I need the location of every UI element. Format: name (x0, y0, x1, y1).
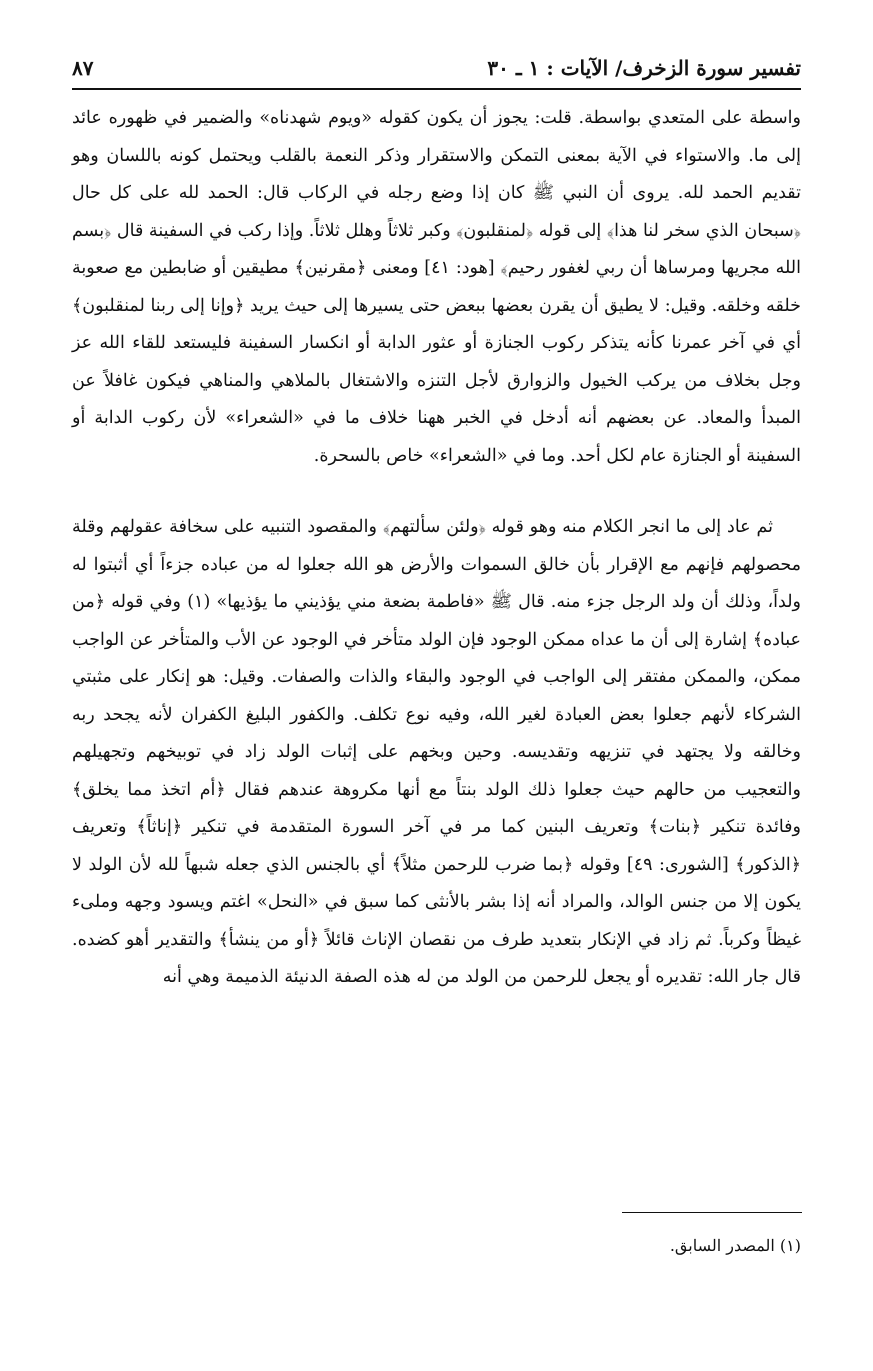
page-number: ٨٧ (72, 56, 94, 80)
body-text (72, 100, 801, 997)
running-head: تفسير سورة الزخرف/ الآيات : ١ ـ ٣٠ (487, 56, 801, 80)
footnote-rule (622, 1212, 802, 1213)
paragraph-2: ثم عاد إلى ما انجر الكلام منه وهو قوله ﴿ولئن سألتهم﴾ والمقصود التنبيه على سخافة عقولهم وقلة محصولهم فإنهم مع الإقرار بأن خالق السموات والأرض هو الله جعلوا له من عباده جزءاً أي أثبتوا له ولداً، وذلك أن ولد الرجل جزء منه. قال ﷺ «فاطمة بضعة مني يؤذيني ما يؤذيها» (١) وفي قوله ﴿من عباده﴾ إشارة إلى أن ما عداه ممكن الوجود فإن الولد متأخر في الوجود عن الأب والمتأخر عن الواجب ممكن، والممكن مفتقر إلى الواجب في الوجود والبقاء والذات والصفات. وقيل: هو إنكار على مثبتي الشركاء لأنهم جعلوا بعض العبادة لغير الله، وفيه نوع تكلف. والكفور البليغ الكفران لأنه يجحد ربه وخالقه ولا يجتهد في تنزيهه وتقديسه. وحين وبخهم على إثبات الولد زاد في توبيخهم وتجهيلهم والتعجيب من حالهم حيث جعلوا ذلك الولد بنتاً مع أنها مكروهة عندهم فقال ﴿أم اتخذ مما يخلق﴾ وفائدة تنكير ﴿بنات﴾ وتعريف البنين كما مر في آخر السورة المتقدمة في تنكير ﴿إناثاً﴾ وتعريف ﴿الذكور﴾ [الشورى: ٤٩] وقوله ﴿بما ضرب للرحمن مثلاً﴾ أي بالجنس الذي جعله شبهاً لله لأن الولد لا يكون إلا من جنس الوالد، والمراد أنه إذا بشر بالأنثى كما سبق في «النحل» اغتم ويسود وجهه وملىء غيظاً وكرباً. ثم زاد في الإنكار بتعديد طرف من نقصان الإناث قائلاً ﴿أو من ينشأ﴾ والتقدير أهو كضده. قال جار الله: تقديره أو يجعل للرحمن من الولد من له هذه الصفة الدنيئة الذميمة وهي أنه (72, 517, 802, 987)
page-header (72, 52, 801, 86)
header-rule (72, 88, 801, 90)
footnote: (١) المصدر السابق. (669, 1236, 801, 1255)
paragraph-1: واسطة على المتعدي بواسطة. قلت: يجوز أن يكون كقوله «ويوم شهدناه» والضمير في ظهوره عائد إلى ما. والاستواء في الآية بمعنى التمكن والاستقرار وذكر النعمة بالقلب ويحتمل كونه باللسان وهو تقديم الحمد لله. يروى أن النبي ﷺ كان إذا وضع رجله في الركاب قال: الحمد لله على كل حال ﴿سبحان الذي سخر لنا هذا﴾ إلى قوله ﴿لمنقلبون﴾ وكبر ثلاثاً وهلل ثلاثاً. وإذا ركب في السفينة قال ﴿بسم الله مجريها ومرساها أن ربي لغفور رحيم﴾ [هود: ٤١] ومعنى ﴿مقرنين﴾ مطيقين أو ضابطين مع صعوبة خلقه وخلقه. وقيل: لا يطيق أن يقرن بعضها ببعض حتى يسيرها إلى حيث يريد ﴿وإنا إلى ربنا لمنقلبون﴾ أي في آخر عمرنا كأنه يتذكر ركوب الجنازة أو عثور الدابة أو انكسار السفينة فليستعد للقاء الله عز وجل بخلاف من يركب الخيول والزوارق لأجل التنزه والاشتغال بالملاهي والمناهي فيكون غافلاً عن المبدأ والمعاد. عن بعضهم أنه أدخل في الخبر ههنا خلاف ما في «الشعراء» لأن ركوب الدابة أو السفينة أو الجنازة عام لكل أحد. وما في «الشعراء» خاص بالسحرة. (72, 108, 801, 466)
